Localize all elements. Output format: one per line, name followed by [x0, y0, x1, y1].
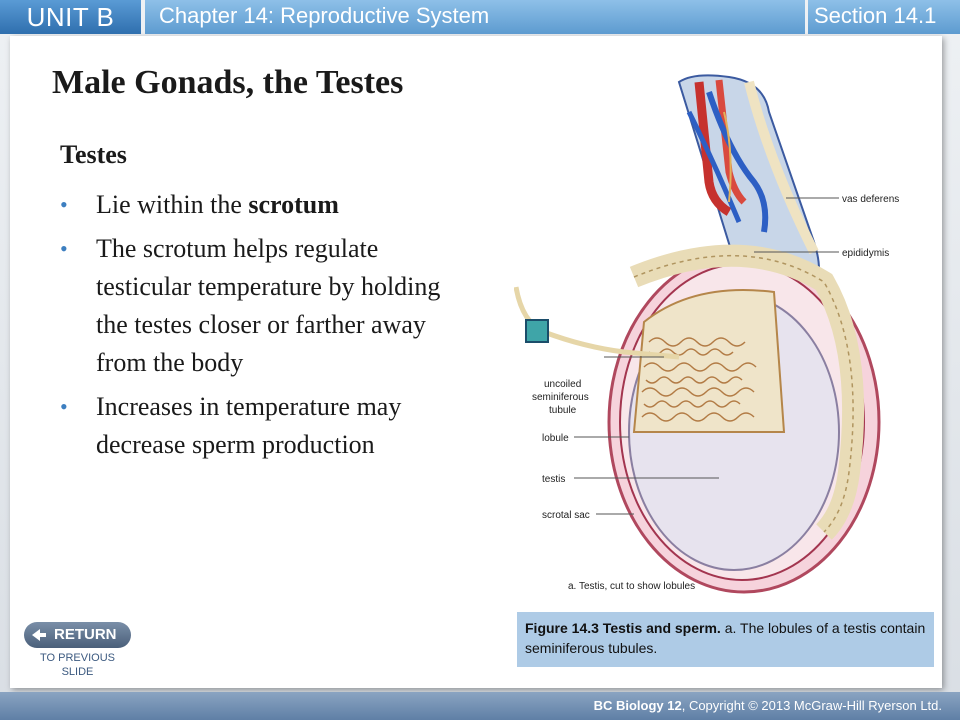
testis-illustration: [514, 52, 934, 597]
caption-bold: Figure 14.3 Testis and sperm.: [525, 620, 721, 636]
bullet-text: Increases in temperature may decrease sperm production: [96, 392, 402, 459]
section-label: Section 14.1: [808, 0, 960, 34]
label-testis: testis: [542, 474, 566, 485]
footer-copyright: [594, 698, 942, 713]
bullet-text: Lie within the: [96, 190, 249, 219]
slide-subhead: Testes: [60, 140, 127, 169]
bullet-item: [60, 388, 460, 464]
return-sub-line2: SLIDE: [61, 666, 94, 678]
caption-text: a. The lobules of a testis contain seminiferous tubules.: [525, 620, 926, 656]
label-epididymis: epididymis: [842, 248, 890, 259]
chapter-label: Chapter 14: Reproductive System: [145, 0, 805, 34]
label-uncoiled-1: uncoiled: [544, 379, 582, 390]
return-button[interactable]: [24, 622, 131, 648]
slide-title: Male Gonads, the Testes: [52, 64, 404, 101]
bullet-item: [60, 186, 460, 224]
label-lobule: lobule: [542, 433, 569, 444]
bullet-list: [60, 186, 460, 470]
figure-subcaption: a. Testis, cut to show lobules: [568, 581, 696, 592]
figure-caption: [517, 612, 934, 667]
footer-bar: [0, 692, 960, 720]
bullet-icon: •: [60, 192, 68, 217]
return-arrow-icon: [30, 626, 48, 644]
tubule-inset-box: [526, 320, 548, 342]
bullet-bold-term: scrotum: [248, 190, 339, 219]
label-vas-deferens: vas deferens: [842, 194, 900, 205]
bullet-icon: •: [60, 394, 68, 419]
footer-rest: , Copyright © 2013 McGraw-Hill Ryerson Ltd.: [681, 698, 942, 713]
bullet-icon: •: [60, 236, 68, 261]
label-uncoiled-2: seminiferous: [532, 392, 589, 403]
return-subtext[interactable]: [24, 651, 131, 679]
return-label: RETURN: [54, 626, 117, 643]
footer-bold: BC Biology 12: [593, 698, 682, 713]
label-scrotal-sac: scrotal sac: [542, 510, 590, 521]
unit-label: UNIT B: [0, 0, 141, 34]
label-uncoiled-3: tubule: [549, 405, 577, 416]
return-sub-line1: TO PREVIOUS: [40, 652, 115, 664]
bullet-text: The scrotum helps regulate testicular temperature by holding the testes closer or farther away from the body: [96, 234, 441, 377]
header-bar: [0, 0, 960, 34]
bullet-item: [60, 230, 460, 382]
